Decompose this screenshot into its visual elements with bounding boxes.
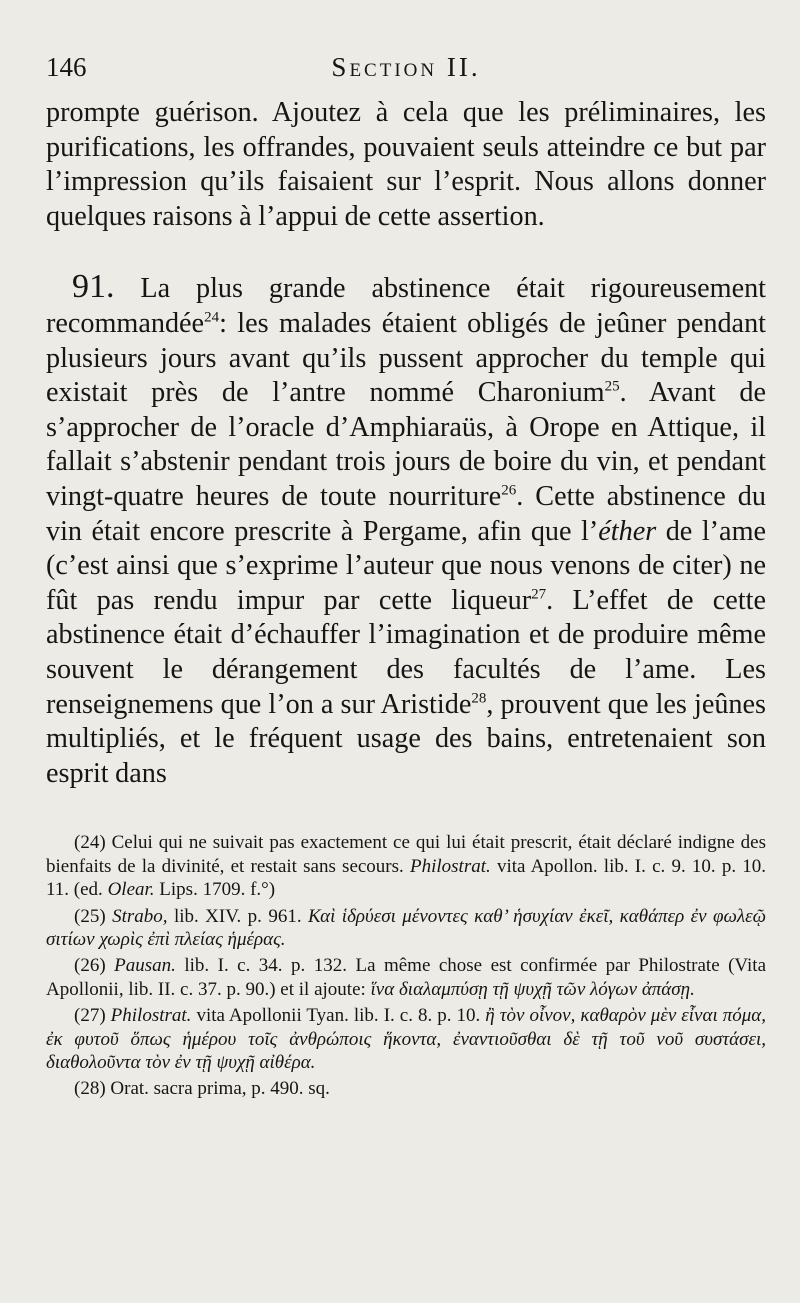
footnote-ref-25[interactable]: 25 — [604, 378, 620, 395]
footnote-text: lib. XIV. p. 961. — [173, 905, 302, 927]
author-abbrev: Strabo, — [112, 905, 168, 927]
footnote-ref-27[interactable]: 27 — [531, 586, 547, 603]
footnote-label: (27) — [74, 1005, 106, 1027]
author-abbrev: Philostrat. — [110, 1005, 192, 1027]
page-number: 146 — [46, 52, 87, 82]
footnote-ref-28[interactable]: 28 — [471, 690, 487, 707]
text-segment: La plus grande abstinence était rigoureusement recommandée — [46, 273, 767, 339]
paragraph-continued: prompte guérison. Ajoutez à cela que les préliminaires, les purifications, les offrandes, pouvaient seuls atteindre ce but par l’impression qu’ils faisaient sur l’esprit. Nous allons donner quelques raisons à l’appui de cette assertion. — [46, 97, 766, 232]
footnote-text: Orat. sacra prima, p. 490. sq. — [110, 1078, 330, 1100]
footnote-text: lib. I. c. 34. p. 132. La même chose est confirmée par Philostrate (Vita Apollonii, lib. II. c. 37. p. 90.) et il ajoute: — [46, 955, 766, 1000]
footnote-ref-24[interactable]: 24 — [204, 309, 220, 326]
greek-quotation: ἵνα διαλαμπύσῃ τῇ ψυχῇ τῶν λόγων ἀπάσῃ. — [370, 978, 695, 1000]
text-segment: de l’ame (c’est ainsi que s’exprime l’auteur que nous venons de citer) ne fût pas rendu impur par cette liqueur — [46, 515, 767, 616]
editor-abbrev: Olear. — [107, 879, 155, 901]
footnote-label: (28) — [74, 1078, 106, 1100]
footnote-text: Lips. 1709. f.°) — [159, 879, 276, 901]
footnote-28 — [46, 1077, 766, 1100]
footnote-text: vita Apollon. lib. I. c. 9. 10. p. 10. 11. (ed. — [46, 855, 767, 901]
paragraph-number: 91. — [72, 268, 115, 306]
running-header — [46, 52, 766, 96]
footnote-25 — [46, 905, 766, 952]
author-abbrev: Pausan. — [114, 955, 176, 977]
footnote-24 — [46, 831, 766, 901]
footnote-27 — [46, 1004, 766, 1074]
section-title: Section II. — [331, 52, 481, 82]
text-segment: : les malades étaient obligés de jeûner pendant plusieurs jours avant qu’ils pussent approcher du temple qui existait près de l’antre nommé Charonium — [46, 307, 766, 409]
paragraph-91 — [46, 270, 766, 791]
author-abbrev: Philostrat. — [409, 855, 491, 877]
footnote-text: Celui qui ne suivait pas exactement ce qui lui était prescrit, était déclaré indigne des bienfaits de la divinité, et restait sans secours. — [46, 832, 767, 877]
emphasis-ether: éther — [598, 515, 657, 547]
footnote-label: (26) — [74, 955, 106, 977]
main-text — [46, 96, 766, 791]
footnote-ref-26[interactable]: 26 — [501, 482, 517, 499]
footnote-label: (24) — [74, 832, 106, 854]
footnote-26 — [46, 954, 766, 1001]
text-segment: . Avant de s’approcher de l’oracle d’Amphiaraüs, à Orope en Attique, il fallait s’abstenir pendant trois jours de boire du vin, et pendant vingt-quatre heures de toute nourriture — [46, 377, 766, 512]
greek-quotation: Καὶ ἱδρύεσι μένοντες καθ’ ἡσυχίαν ἐκεῖ, καθάπερ ἐν φωλεῷ σιτίων χωρὶς ἐπὶ πλείας ἡμέρας. — [46, 905, 767, 950]
footnote-label: (25) — [74, 905, 106, 927]
text-segment: , prouvent que les jeûnes multipliés, et le fréquent usage des bains, entretenaient son esprit dans — [46, 688, 766, 789]
text-segment: . Cette abstinence du vin était encore prescrite à Pergame, afin que l’ — [46, 480, 766, 547]
footnote-text: vita Apollonii Tyan. lib. I. c. 8. p. 10. — [196, 1005, 481, 1027]
footnotes — [46, 831, 766, 1100]
greek-quotation: ἢ τὸν οἶνον, καθαρὸν μὲν εἶναι πόμα, ἐκ φυτοῦ ὅπως ἡμέρου τοῖς ἀνθρώποις ἥκοντα, ἐναντιοῦσθαι δὲ τῇ τοῦ νοῦ συστάσει, διαθολοῦντα τὸν ἐν τῇ ψυχῇ αἰθέρα. — [46, 1005, 767, 1073]
text-segment: . L’effet de cette abstinence était d’échauffer l’imagination et de produire même souvent le dérangement des facultés de l’ame. Les renseignemens que l’on a sur Aristide — [46, 584, 766, 720]
